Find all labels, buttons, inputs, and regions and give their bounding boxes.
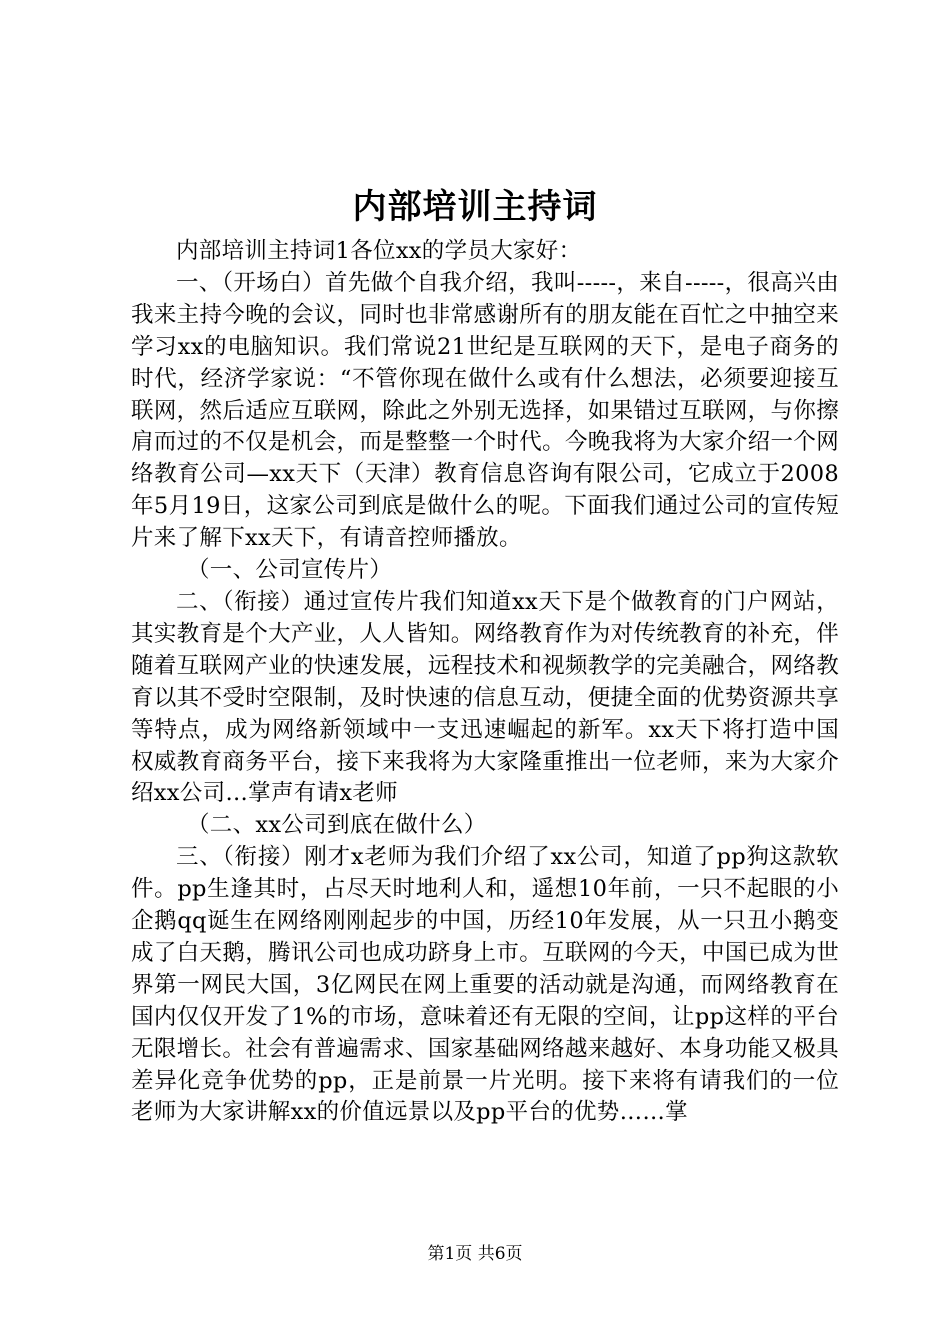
paragraph-greeting: 内部培训主持词1各位xx的学员大家好： [176, 238, 582, 264]
paragraph-section-2: 二、（衔接）通过宣传片我们知道xx天下是个做教育的门户网站，其实教育是个大产业，人人皆知。网络教育作为对传统教育的补充，伴随着互联网产业的快速发展，远程技术和视频教学的完美融合，网络教育以其不受时空限制，及时快速的信息互动，便捷全面的优势资源共享等特点，成为网络新领域中一支迅速崛起的新军。xx天下将打造中国权威教育商务平台，接下来我将为大家隆重推出一位老师，来为大家介绍xx公司…掌声有请x老师 [131, 588, 839, 807]
paragraph-subheading-1: （一、公司宣传片） [187, 557, 393, 584]
paragraph-subheading-2: （二、xx公司到底在做什么） [187, 812, 487, 839]
document-title: 内部培训主持词 [352, 187, 598, 227]
page-footer: 第1页 共6页 [427, 1244, 523, 1264]
document-body [131, 236, 839, 1129]
paragraph-section-1: 一、（开场白）首先做个自我介绍，我叫-----，来自-----，很高兴由我来主持今晚的会议，同时也非常感谢所有的朋友能在百忙之中抽空来学习xx的电脑知识。我们常说21世纪是互联网的天下，是电子商务的时代，经济学家说：“不管你现在做什么或有什么想法，必须要迎接互联网，然后适应互联网，除此之外别无选择，如果错过互联网，与你擦肩而过的不仅是机会，而是整整一个时代。今晚我将为大家介绍一个网络教育公司—xx天下（天津）教育信息咨询有限公司，它成立于2008年5月19日，这家公司到底是做什么的呢。下面我们通过公司的宣传短片来了解下xx天下，有请音控师播放。 [131, 269, 839, 552]
paragraph-section-3: 三、（衔接）刚才x老师为我们介绍了xx公司，知道了pp狗这款软件。pp生逢其时，占尽天时地利人和，遥想10年前，一只不起眼的小企鹅qq诞生在网络刚刚起步的中国，历经10年发展，从一只丑小鹅变成了白天鹅，腾讯公司也成功跻身上市。互联网的今天，中国已成为世界第一网民大国，3亿网民在网上重要的活动就是沟通，而网络教育在国内仅仅开发了1%的市场，意味着还有无限的空间，让pp这样的平台无限增长。社会有普遍需求、国家基础网络越来越好、本身功能又极具差异化竞争优势的pp，正是前景一片光明。接下来将有请我们的一位老师为大家讲解xx的价值远景以及pp平台的优势……掌 [131, 844, 839, 1126]
